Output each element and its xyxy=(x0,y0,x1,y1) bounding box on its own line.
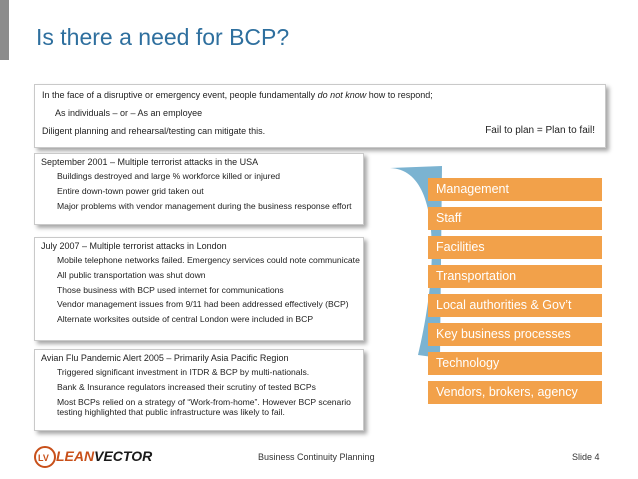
intro-line-1 xyxy=(42,90,433,101)
intro-line-1-emphasis: do not know xyxy=(317,90,367,100)
event-item: Entire down-town power grid taken out xyxy=(57,185,204,196)
communications-hub-text: Communications xyxy=(400,230,417,346)
stakeholder-item: Vendors, brokers, agency xyxy=(428,381,602,404)
event-item: Triggered significant investment in ITDR & BCP by multi-nationals. xyxy=(57,367,310,378)
logo-wordmark-b: VECTOR xyxy=(94,448,153,464)
event-item: Those business with BCP used internet for communications xyxy=(57,284,284,295)
intro-callout: Fail to plan = Plan to fail! xyxy=(485,125,595,136)
leanvector-logo xyxy=(34,441,153,473)
event-heading: July 2007 – Multiple terrorist attacks in London xyxy=(41,241,227,251)
event-item: Buildings destroyed and large % workforce killed or injured xyxy=(57,171,281,182)
event-box-sept-2001 xyxy=(34,153,364,225)
event-heading: September 2001 – Multiple terrorist attacks in the USA xyxy=(41,157,259,167)
stakeholder-item: Facilities xyxy=(428,236,602,259)
event-item: Vendor management issues from 9/11 had been addressed effectively (BCP) xyxy=(57,299,349,310)
slide-number: Slide 4 xyxy=(572,452,600,462)
stakeholder-item: Staff xyxy=(428,207,602,230)
footer-center-text: Business Continuity Planning xyxy=(258,452,375,462)
logo-wordmark-a: LEAN xyxy=(56,448,95,464)
intro-line-3: Diligent planning and rehearsal/testing can mitigate this. xyxy=(42,126,266,136)
stakeholder-item: Management xyxy=(428,178,602,201)
intro-line-2: As individuals – or – As an employee xyxy=(55,108,203,118)
logo-emblem-text: LV xyxy=(38,453,49,463)
event-box-july-2007 xyxy=(34,237,364,341)
event-item: Major problems with vendor management during the business response effort xyxy=(57,200,352,211)
slide-title: Is there a need for BCP? xyxy=(36,24,290,50)
stakeholder-item: Transportation xyxy=(428,265,602,288)
event-item: Mobile telephone networks failed. Emergency services could note communicate xyxy=(57,255,360,266)
stakeholder-item: Local authorities & Gov’t xyxy=(428,294,602,317)
event-box-avian-flu-2005 xyxy=(34,349,364,431)
event-item: Alternate worksites outside of central London were included in BCP xyxy=(57,314,314,325)
stakeholder-item: Technology xyxy=(428,352,602,375)
event-heading: Avian Flu Pandemic Alert 2005 – Primarily Asia Pacific Region xyxy=(41,353,289,363)
intro-line-1-prefix: In the face of a disruptive or emergency event, people fundamentally xyxy=(42,90,318,100)
stakeholder-item: Key business processes xyxy=(428,323,602,346)
left-accent-bar xyxy=(0,0,9,60)
event-item: Bank & Insurance regulators increased their scrutiny of tested BCPs xyxy=(57,381,316,392)
event-item: Most BCPs relied on a strategy of “Work-from-home”. However BCP scenario testing highlighted that public infrastructure was likely to fail. xyxy=(57,396,351,418)
logo-wordmark xyxy=(56,448,152,464)
event-item: All public transportation was shut down xyxy=(57,269,206,280)
logo-emblem-icon xyxy=(34,441,58,473)
intro-line-1-suffix: how to respond; xyxy=(366,90,433,100)
intro-box xyxy=(34,84,606,148)
communications-hub-label xyxy=(400,230,420,356)
